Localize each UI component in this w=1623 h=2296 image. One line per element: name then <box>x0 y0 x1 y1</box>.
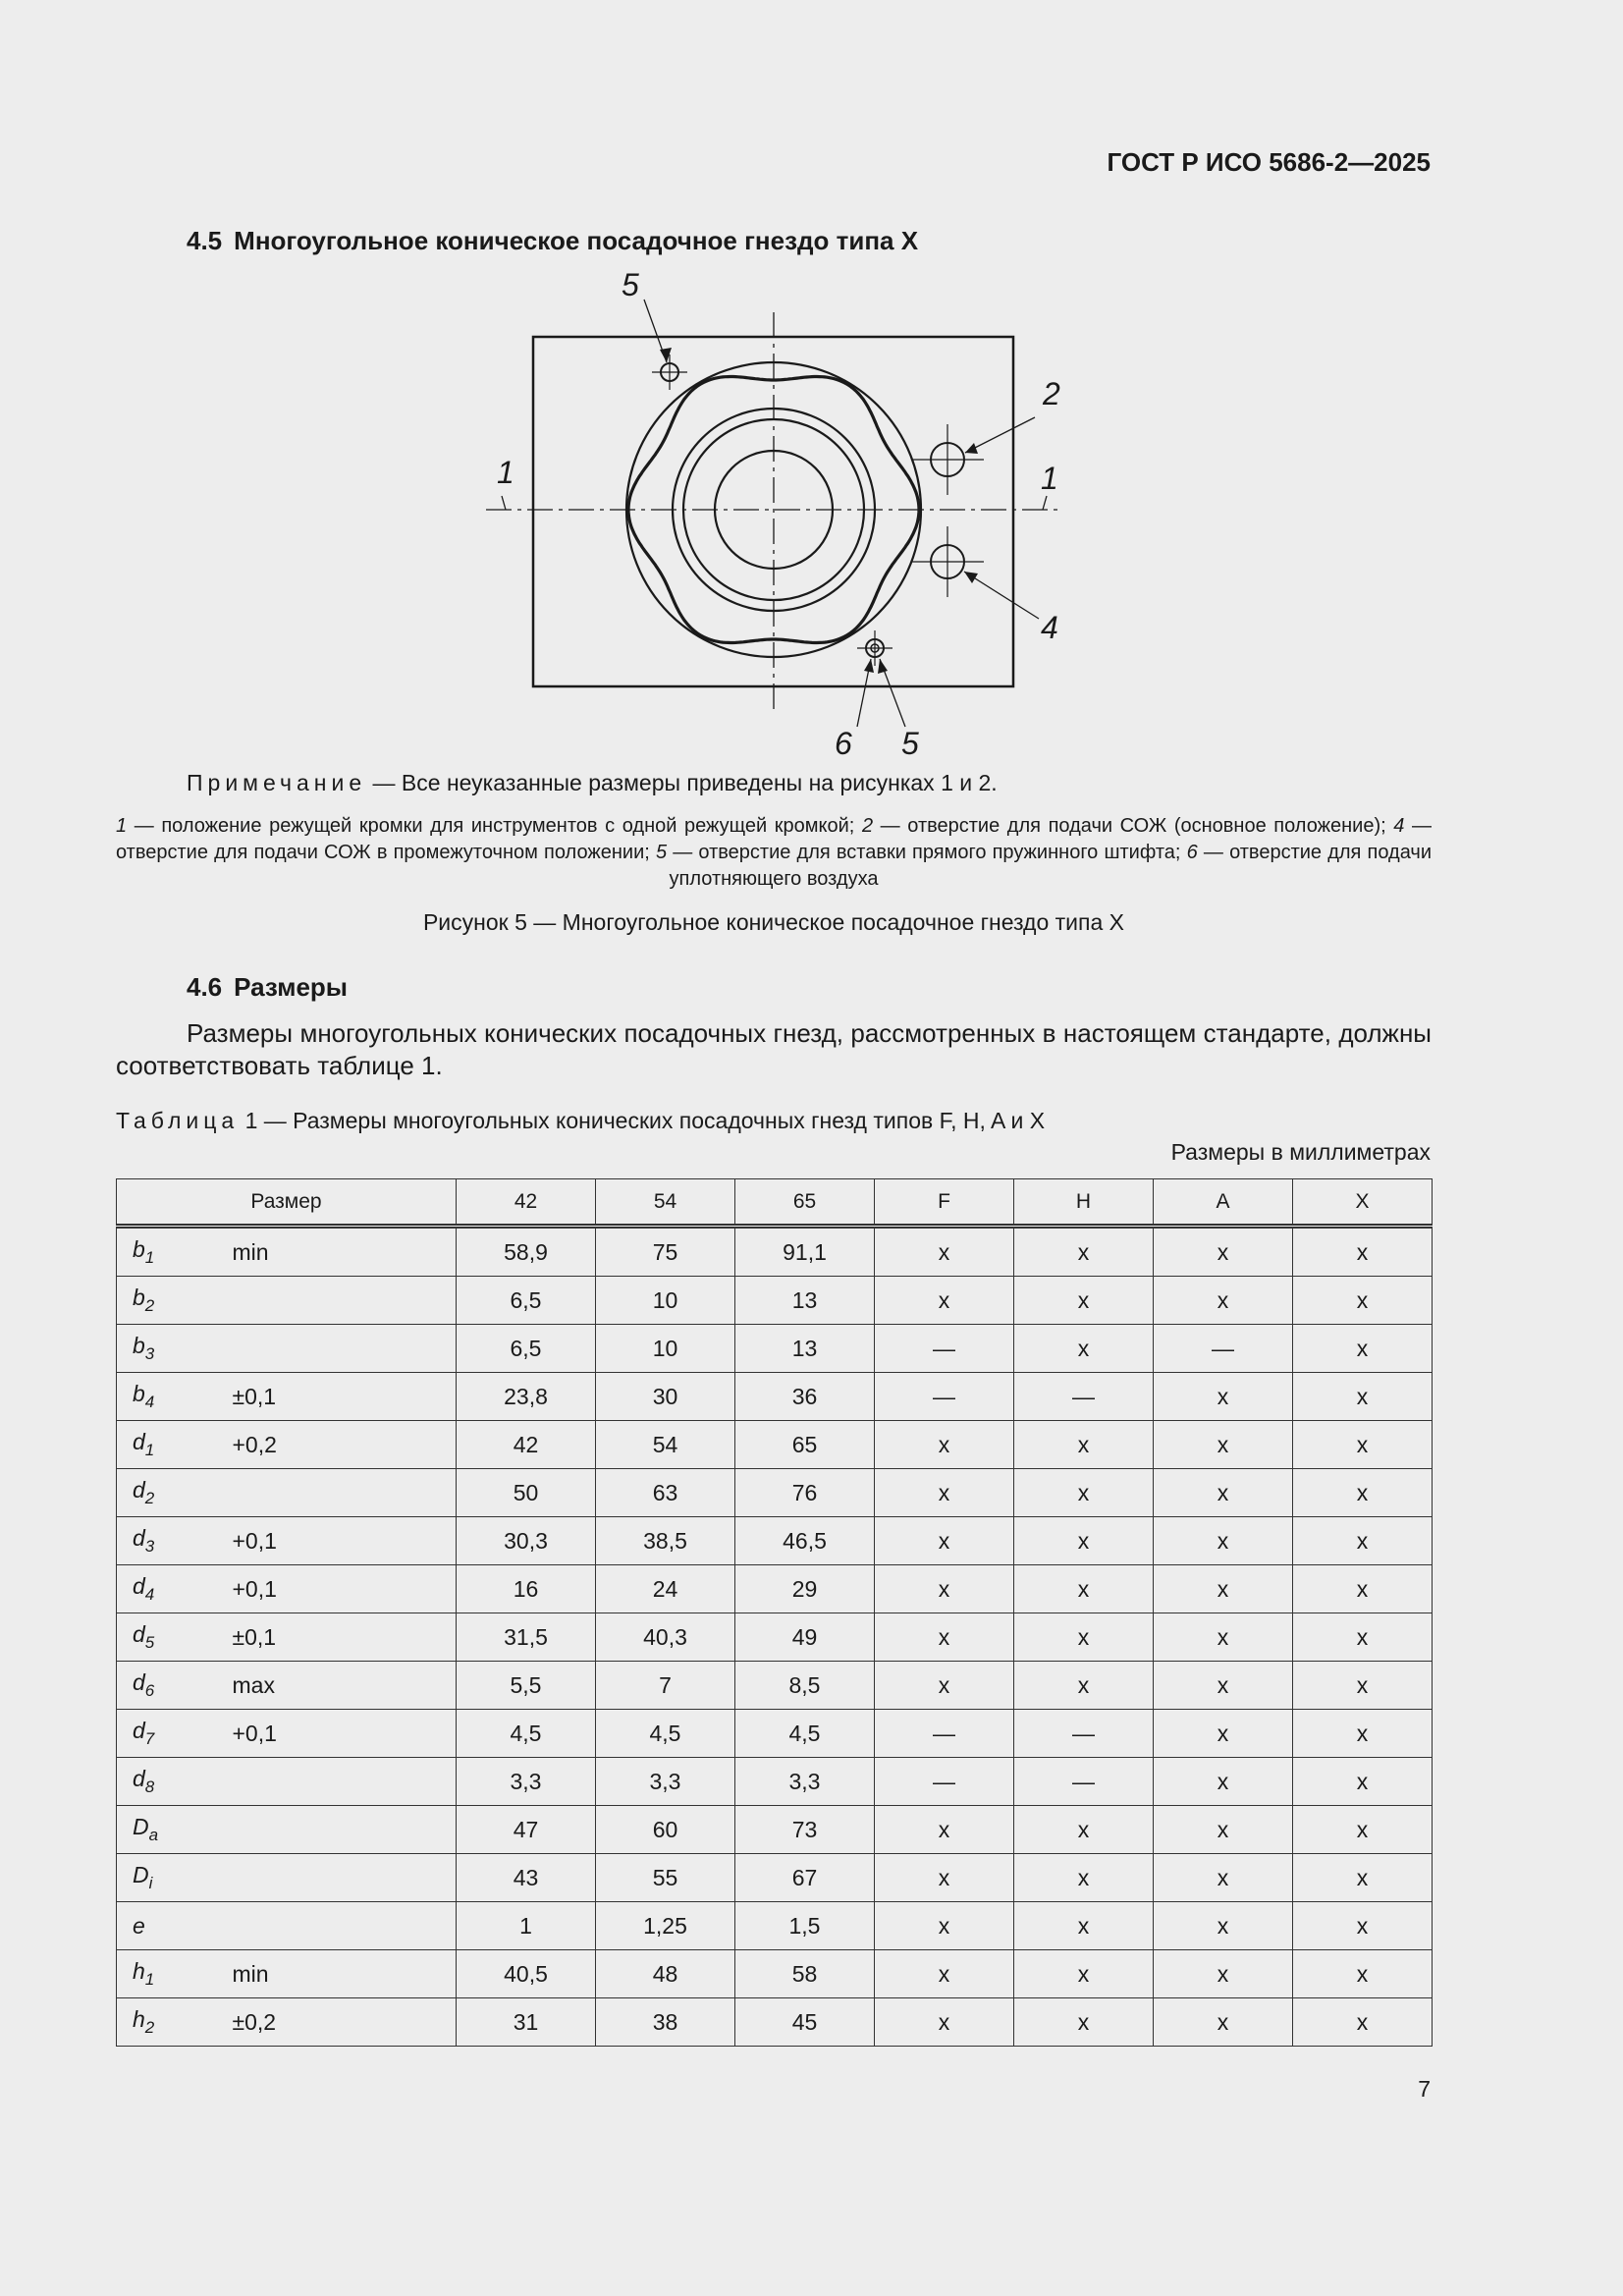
symbol-subscript: 6 <box>144 1681 155 1700</box>
table-cell: 73 <box>735 1806 875 1854</box>
symbol-letter: b <box>133 1333 145 1358</box>
label-6: 6 <box>835 726 852 761</box>
table-cell: 46,5 <box>735 1517 875 1565</box>
note-text: — Все неуказанные размеры приведены на рисунках 1 и 2. <box>366 770 998 795</box>
table-cell: x <box>1154 1517 1293 1565</box>
section-number: 4.6 <box>187 972 223 1002</box>
table-cell: 23,8 <box>457 1373 596 1421</box>
table-header-cell: H <box>1014 1179 1154 1227</box>
table-cell: 60 <box>596 1806 735 1854</box>
document-code: ГОСТ Р ИСО 5686-2—2025 <box>1107 147 1431 177</box>
dimension-symbol <box>117 1565 233 1613</box>
table-cell: 10 <box>596 1325 735 1373</box>
table-cell: x <box>875 1517 1014 1565</box>
tolerance: +0,2 <box>233 1421 457 1469</box>
table-cell: x <box>1154 1806 1293 1854</box>
table-cell: x <box>875 1854 1014 1902</box>
table-cell: 13 <box>735 1277 875 1325</box>
symbol-subscript: 5 <box>144 1633 155 1652</box>
table-cell: 65 <box>735 1421 875 1469</box>
table-cell: 16 <box>457 1565 596 1613</box>
table-cell: x <box>1014 1277 1154 1325</box>
table-cell: 4,5 <box>596 1710 735 1758</box>
label-5-top: 5 <box>622 267 639 302</box>
tolerance <box>233 1277 457 1325</box>
dimension-symbol <box>117 1662 233 1710</box>
symbol-letter: b <box>133 1236 145 1262</box>
table-cell: x <box>1293 1662 1433 1710</box>
legend-item-text: — отверстие для подачи уплотняющего воздуха <box>669 842 1432 890</box>
table-cell: x <box>1154 1854 1293 1902</box>
legend-item-number: 6 <box>1186 842 1198 863</box>
table-cell: 40,5 <box>457 1950 596 1998</box>
table-cell: x <box>1293 1998 1433 2047</box>
table-cell: 58 <box>735 1950 875 1998</box>
table-row <box>117 1517 1433 1565</box>
table-row <box>117 1854 1433 1902</box>
table-cell: x <box>875 1227 1014 1277</box>
table-cell: 13 <box>735 1325 875 1373</box>
table-cell: 42 <box>457 1421 596 1469</box>
table-row <box>117 1373 1433 1421</box>
table-cell: 47 <box>457 1806 596 1854</box>
table-cell: x <box>1014 1998 1154 2047</box>
note-word: Примечание <box>187 770 367 795</box>
table-cell: 75 <box>596 1227 735 1277</box>
table-cell: x <box>1293 1469 1433 1517</box>
symbol-subscript: 2 <box>144 1296 155 1315</box>
table-cell: x <box>1293 1277 1433 1325</box>
table-cell: x <box>1154 1613 1293 1662</box>
table-cell: 43 <box>457 1854 596 1902</box>
table-cell: x <box>875 1998 1014 2047</box>
table-cell: x <box>1154 1902 1293 1950</box>
dimension-symbol <box>117 1227 233 1277</box>
section-4-6-heading <box>187 972 348 1003</box>
table-cell: x <box>875 1565 1014 1613</box>
symbol-letter: d <box>133 1525 145 1551</box>
symbol-subscript: 2 <box>144 2018 155 2037</box>
table-cell: 91,1 <box>735 1227 875 1277</box>
table-cell: 63 <box>596 1469 735 1517</box>
table-cell: — <box>1154 1325 1293 1373</box>
table-cell: x <box>1293 1325 1433 1373</box>
tolerance <box>233 1854 457 1902</box>
symbol-letter: d <box>133 1718 145 1743</box>
table-row <box>117 1710 1433 1758</box>
label-1-left: 1 <box>497 455 514 490</box>
symbol-subscript: 3 <box>144 1344 155 1363</box>
table-cell: 38,5 <box>596 1517 735 1565</box>
table-row <box>117 1565 1433 1613</box>
table-cell: x <box>1154 1662 1293 1710</box>
symbol-subscript: 1 <box>144 1248 155 1267</box>
label-4: 4 <box>1041 610 1058 645</box>
table-cell: 50 <box>457 1469 596 1517</box>
symbol-letter: h <box>133 1958 145 1984</box>
table-cell: x <box>1014 1421 1154 1469</box>
symbol-letter: d <box>133 1621 145 1647</box>
symbol-subscript: a <box>148 1826 159 1844</box>
tolerance: +0,1 <box>233 1710 457 1758</box>
table-row <box>117 1613 1433 1662</box>
dimension-symbol <box>117 1325 233 1373</box>
symbol-letter: b <box>133 1381 145 1406</box>
section-title: Многоугольное коническое посадочное гнездо типа X <box>234 226 919 255</box>
table-cell: x <box>1293 1421 1433 1469</box>
symbol-letter: d <box>133 1573 145 1599</box>
table-cell: 7 <box>596 1662 735 1710</box>
dimension-symbol <box>117 1950 233 1998</box>
table-cell: x <box>875 1662 1014 1710</box>
table-header-cell: 42 <box>457 1179 596 1227</box>
table-cell: 67 <box>735 1854 875 1902</box>
table-cell: x <box>1293 1227 1433 1277</box>
table-cell: 1 <box>457 1902 596 1950</box>
symbol-subscript: 7 <box>144 1729 155 1748</box>
table-cell: 76 <box>735 1469 875 1517</box>
table-cell: 5,5 <box>457 1662 596 1710</box>
table-units: Размеры в миллиметрах <box>1170 1139 1431 1165</box>
symbol-subscript: 4 <box>144 1585 155 1604</box>
legend-item-text: — отверстие для вставки прямого пружинного штифта; <box>667 842 1187 863</box>
table-cell: x <box>875 1421 1014 1469</box>
tolerance: ±0,2 <box>233 1998 457 2047</box>
table-cell: x <box>875 1950 1014 1998</box>
legend-item-number: 5 <box>655 842 668 863</box>
table-row <box>117 1662 1433 1710</box>
tolerance: ±0,1 <box>233 1373 457 1421</box>
tolerance: max <box>233 1662 457 1710</box>
table-cell: 4,5 <box>457 1710 596 1758</box>
table-cell: 3,3 <box>735 1758 875 1806</box>
dimension-symbol <box>117 1998 233 2047</box>
table-cell: x <box>1014 1469 1154 1517</box>
dimension-symbol <box>117 1854 233 1902</box>
table-header-cell: X <box>1293 1179 1433 1227</box>
table-header-cell: F <box>875 1179 1014 1227</box>
table-row <box>117 1806 1433 1854</box>
table-cell: x <box>1014 1662 1154 1710</box>
page-number: 7 <box>1418 2076 1431 2102</box>
table-row <box>117 1325 1433 1373</box>
symbol-subscript: 3 <box>144 1537 155 1556</box>
table-cell: 6,5 <box>457 1277 596 1325</box>
table-cell: 8,5 <box>735 1662 875 1710</box>
table-cell: 4,5 <box>735 1710 875 1758</box>
dimension-symbol <box>117 1277 233 1325</box>
table-row <box>117 1758 1433 1806</box>
table-header-cell: 54 <box>596 1179 735 1227</box>
dimension-symbol <box>117 1421 233 1469</box>
table-cell: 49 <box>735 1613 875 1662</box>
table-cell: 1,25 <box>596 1902 735 1950</box>
label-5-bottom: 5 <box>901 726 919 761</box>
table-cell: x <box>1014 1227 1154 1277</box>
table-cell: x <box>875 1469 1014 1517</box>
table-cell: x <box>1293 1902 1433 1950</box>
table-cell: 10 <box>596 1277 735 1325</box>
table-cell: 6,5 <box>457 1325 596 1373</box>
symbol-subscript: 4 <box>144 1393 155 1411</box>
table-row <box>117 1227 1433 1277</box>
table-cell: x <box>1293 1806 1433 1854</box>
tolerance <box>233 1469 457 1517</box>
section-number: 4.5 <box>187 226 223 255</box>
tolerance <box>233 1325 457 1373</box>
table-cell: x <box>1014 1902 1154 1950</box>
table-row <box>117 1277 1433 1325</box>
symbol-letter: d <box>133 1477 145 1503</box>
tolerance <box>233 1806 457 1854</box>
table-header-cell: A <box>1154 1179 1293 1227</box>
table-cell: x <box>1293 1758 1433 1806</box>
table-cell: 38 <box>596 1998 735 2047</box>
legend-item-number: 2 <box>861 815 874 837</box>
legend-item-number: 4 <box>1393 815 1405 837</box>
table-cell: 31 <box>457 1998 596 2047</box>
figure-caption: Рисунок 5 — Многоугольное коническое посадочное гнездо типа X <box>422 909 1125 935</box>
table-cell: x <box>1154 1373 1293 1421</box>
symbol-letter: D <box>133 1862 149 1887</box>
dimension-symbol <box>117 1517 233 1565</box>
legend-item-number: 1 <box>116 815 128 837</box>
section-title: Размеры <box>234 972 348 1002</box>
table-row <box>117 1950 1433 1998</box>
tolerance: +0,1 <box>233 1565 457 1613</box>
legend-item-text: — положение режущей кромки для инструментов с одной режущей кромкой; <box>127 815 862 837</box>
table-cell: x <box>1154 1710 1293 1758</box>
tolerance <box>233 1758 457 1806</box>
table-cell: x <box>1014 1613 1154 1662</box>
table-cell: x <box>1154 1758 1293 1806</box>
table-cell: 30,3 <box>457 1517 596 1565</box>
table-cell: 36 <box>735 1373 875 1421</box>
table-cell: x <box>1293 1854 1433 1902</box>
table-header-cell: 65 <box>735 1179 875 1227</box>
table-cell: x <box>1014 1517 1154 1565</box>
table-row <box>117 1469 1433 1517</box>
table-cell: 40,3 <box>596 1613 735 1662</box>
table-header-cell: Размер <box>117 1179 457 1227</box>
dimension-symbol <box>117 1806 233 1854</box>
table-cell: — <box>875 1758 1014 1806</box>
dimensions-table <box>116 1178 1433 2047</box>
table-row <box>117 1902 1433 1950</box>
table-cell: — <box>875 1373 1014 1421</box>
table-title-text: 1 — Размеры многоугольных конических посадочных гнезд типов F, H, A и X <box>239 1108 1046 1133</box>
table-cell: x <box>1014 1325 1154 1373</box>
table-cell: x <box>1154 1277 1293 1325</box>
table-cell: x <box>1293 1373 1433 1421</box>
symbol-letter: e <box>133 1912 145 1939</box>
table-cell: 1,5 <box>735 1902 875 1950</box>
table-title <box>116 1108 1045 1134</box>
table-cell: x <box>1293 1950 1433 1998</box>
body-paragraph: Размеры многоугольных конических посадочных гнезд, рассмотренных в настоящем стандарте, должны соответствовать таблице 1. <box>116 1018 1432 1080</box>
tolerance: min <box>233 1227 457 1277</box>
table-cell: x <box>1293 1710 1433 1758</box>
table-cell: x <box>875 1277 1014 1325</box>
legend-item-text: — отверстие для подачи СОЖ (основное положение); <box>873 815 1394 837</box>
table-cell: 54 <box>596 1421 735 1469</box>
tolerance <box>233 1902 457 1950</box>
table-cell: — <box>875 1325 1014 1373</box>
symbol-letter: b <box>133 1285 145 1310</box>
symbol-subscript: i <box>148 1874 153 1892</box>
table-row <box>117 1421 1433 1469</box>
tolerance: min <box>233 1950 457 1998</box>
technical-drawing <box>0 0 1623 786</box>
symbol-subscript: 1 <box>144 1970 155 1989</box>
symbol-letter: d <box>133 1429 145 1454</box>
table-cell: 55 <box>596 1854 735 1902</box>
table-cell: x <box>1154 1469 1293 1517</box>
tolerance: ±0,1 <box>233 1613 457 1662</box>
table-cell: 29 <box>735 1565 875 1613</box>
table-cell: x <box>1154 1998 1293 2047</box>
table-cell: x <box>1014 1950 1154 1998</box>
symbol-subscript: 2 <box>144 1489 155 1507</box>
dimension-symbol <box>117 1710 233 1758</box>
table-cell: 45 <box>735 1998 875 2047</box>
label-2: 2 <box>1043 376 1060 411</box>
table-cell: 30 <box>596 1373 735 1421</box>
table-cell: 24 <box>596 1565 735 1613</box>
table-cell: x <box>1293 1517 1433 1565</box>
table-cell: 31,5 <box>457 1613 596 1662</box>
label-1-right: 1 <box>1041 461 1058 496</box>
table-cell: x <box>875 1806 1014 1854</box>
dimension-symbol <box>117 1902 233 1950</box>
table-cell: 3,3 <box>457 1758 596 1806</box>
table-cell: x <box>1293 1565 1433 1613</box>
tolerance: +0,1 <box>233 1517 457 1565</box>
symbol-letter: D <box>133 1814 149 1839</box>
table-title-word: Таблица <box>116 1108 240 1133</box>
table-cell: x <box>875 1902 1014 1950</box>
table-cell: x <box>1154 1227 1293 1277</box>
dimension-symbol <box>117 1758 233 1806</box>
table-cell: 3,3 <box>596 1758 735 1806</box>
figure-legend <box>116 813 1432 893</box>
dimension-symbol <box>117 1613 233 1662</box>
table-row <box>117 1998 1433 2047</box>
table-cell: x <box>1154 1421 1293 1469</box>
symbol-subscript: 8 <box>144 1777 155 1796</box>
dimension-symbol <box>117 1469 233 1517</box>
dimension-symbol <box>117 1373 233 1421</box>
table-cell: — <box>875 1710 1014 1758</box>
table-cell: x <box>1293 1613 1433 1662</box>
table-cell: — <box>1014 1710 1154 1758</box>
figure-note <box>187 770 998 796</box>
table-cell: x <box>1014 1854 1154 1902</box>
table-cell: 48 <box>596 1950 735 1998</box>
table-cell: 58,9 <box>457 1227 596 1277</box>
table-cell: x <box>875 1613 1014 1662</box>
table-cell: x <box>1014 1565 1154 1613</box>
symbol-letter: h <box>133 2006 145 2032</box>
legend-item-text: — отверстие для подачи СОЖ в промежуточном положении; <box>116 815 1432 863</box>
symbol-subscript: 1 <box>144 1441 155 1459</box>
table-cell: x <box>1154 1565 1293 1613</box>
table-cell: — <box>1014 1758 1154 1806</box>
table-cell: x <box>1014 1806 1154 1854</box>
table-cell: — <box>1014 1373 1154 1421</box>
symbol-letter: d <box>133 1669 145 1695</box>
table-cell: x <box>1154 1950 1293 1998</box>
symbol-letter: d <box>133 1766 145 1791</box>
